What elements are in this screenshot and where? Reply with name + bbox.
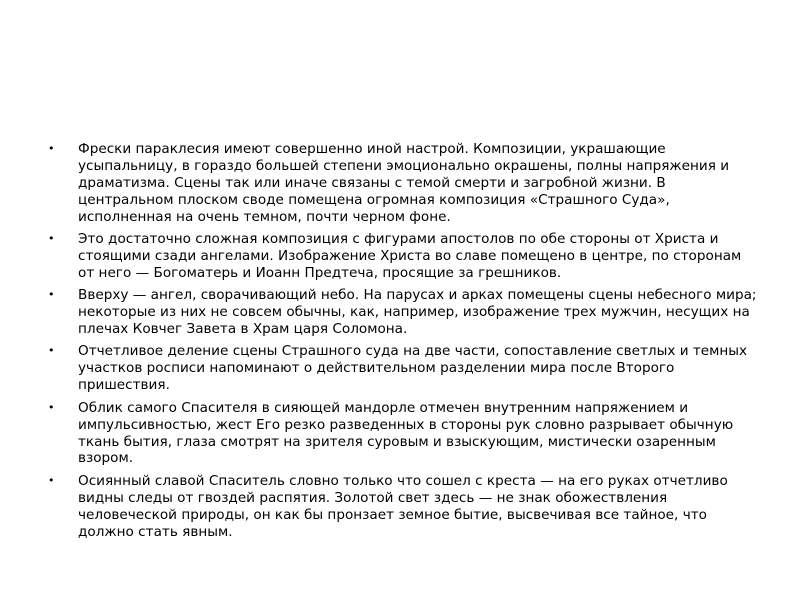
bullet-item — [48, 400, 760, 468]
bullet-icon: • — [48, 232, 55, 246]
bullet-text: Осиянный славой Спаситель словно только что сошел с креста — на его руках отчетливо видны следы от гвоздей распятия. Золотой свет здесь — не знак обожествления человеческой природы, он как бы пронзает земное бытие, высвечивая все тайное, что должно стать явным. — [78, 472, 728, 540]
bullet-icon: • — [48, 400, 55, 414]
bullet-icon: • — [48, 473, 55, 487]
bullet-text: Отчетливое деление сцены Страшного суда на две части, сопоставление светлых и темных участков росписи напоминают о действительном разделении мира после Второго пришествия. — [78, 343, 748, 394]
bullet-item — [48, 287, 760, 338]
bullet-icon: • — [48, 288, 55, 302]
bullet-item — [48, 231, 760, 282]
bullet-icon: • — [48, 142, 55, 155]
bullet-item — [48, 343, 760, 394]
bullet-text: Облик самого Спасителя в сияющей мандорле отмечен внутренним напряжением и импульсивностью, жест Его резко разведенных в стороны рук словно разрывает обычную ткань бытия, глаза смотрят на зрителя суровым и взыскующим, мистически озаренным взором. — [78, 399, 734, 467]
bullet-list — [48, 141, 760, 546]
bullet-text: Вверху — ангел, сворачивающий небо. На парусах и арках помещены сцены небесного мира; некоторые из них не совсем обычны, как, например, изображение трех мужчин, несущих на плечах Ковчег Завета в Храм царя Соломона. — [78, 287, 757, 338]
bullet-text: Это достаточно сложная композиция с фигурами апостолов по обе стороны от Христа и стоящими сзади ангелами. Изображение Христа во славе помещено в центре, по сторонам от него — Богоматерь и Иоанн Предтеча, просящие за грешников. — [78, 231, 742, 281]
bullet-text: Фрески параклесия имеют совершенно иной настрой. Композиции, украшающие усыпальницу, в гораздо большей степени эмоционально окрашены, полны напряжения и драматизма. Сцены так или иначе связаны с темой смерти и загробной жизни. В центральном плоском своде помещена огромная композиция «Страшного Суда», исполненная на очень темном, почти черном фоне. — [78, 141, 730, 225]
bullet-icon: • — [48, 344, 55, 358]
bullet-item — [48, 141, 760, 226]
bullet-item — [48, 473, 760, 541]
